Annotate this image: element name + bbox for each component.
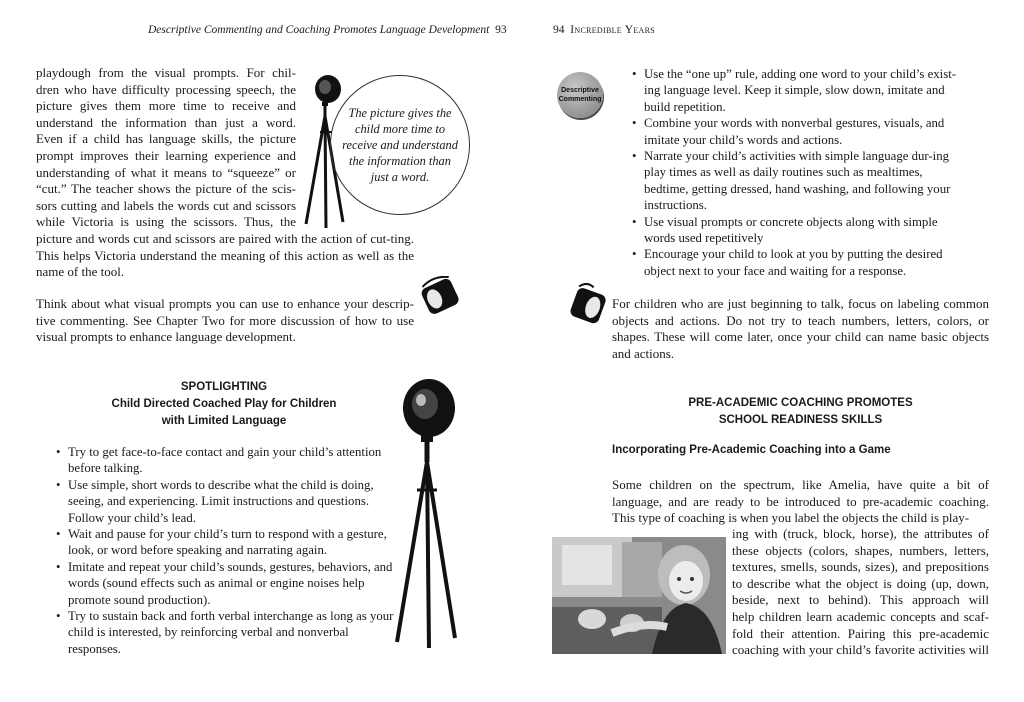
spotlight-bullet-list — [56, 444, 396, 657]
spotlight-heading-line: SPOTLIGHTING — [180, 381, 268, 393]
wrapped-line: “cut.” The teacher shows the picture of the scis- — [36, 181, 296, 197]
descriptive-commenting-badge — [557, 72, 603, 118]
wrapped-line: ing with (truck, block, horse), the attributes of — [732, 526, 989, 541]
wrapped-line: coaching with your child’s favorite activities will — [732, 642, 989, 658]
paragraph-wrapped — [732, 526, 989, 659]
list-item: • Use simple, short words to describe what the child is doing, seeing, and experiencing. Limit instructions and questions. Follow your child’s lead. — [56, 477, 396, 526]
wrapped-line: textures, smells, sounds, sizes), and prepositions — [732, 559, 989, 575]
list-item: • Encourage your child to look at you by putting the desired object next to your face and waiting for a response. — [632, 246, 970, 279]
spotlight-heading-line: Child Directed Coached Play for Children — [111, 398, 337, 410]
spotlight-head-icon — [420, 276, 462, 316]
note-paragraph: For children who are just beginning to talk, focus on labeling common objects and actions. Do not try to teach numbers, letters, colors, or shapes. These will come later, once your child can name basic objects and actions. — [612, 296, 989, 361]
wrapped-line: help children learn academic concepts and scaf- — [732, 608, 989, 624]
child-photo — [552, 537, 726, 654]
running-head-title: Descriptive Commenting and Coaching Promotes Language Development — [148, 24, 490, 36]
spotlight-heading — [88, 379, 360, 430]
wrapped-line: these objects (colors, shapes, numbers, letters, — [732, 542, 989, 558]
paragraph-top: Some children on the spectrum, like Amelia, have quite a bit of language, and are ready to be introduced to pre-academic coaching. This type of coaching is when you label the objects the child is play- — [612, 477, 989, 526]
list-item: • Narrate your child’s activities with simple language dur-ing play times as well as daily routines such as mealtimes, bedtime, getting dressed, hand washing, and following your instructions. — [632, 148, 970, 214]
wrapped-line: beside, next to behind). This approach will — [732, 592, 989, 608]
spotlight-large-icon — [385, 370, 463, 650]
spotlight-head-icon — [569, 283, 609, 329]
page-number-left: 93 — [495, 24, 507, 36]
tips-bullet-list — [632, 66, 970, 279]
subheading: Incorporating Pre-Academic Coaching into a Game — [612, 444, 891, 456]
paragraph-2: Think about what visual prompts you can use to enhance your descrip-tive commenting. See Chapter Two for more discussion of how to use visual prompts to enhance language development. — [36, 296, 414, 345]
section-heading — [612, 395, 989, 429]
badge-line: Descriptive — [561, 87, 599, 94]
running-head-book-title: Incredible Years — [570, 24, 655, 36]
spotlight-heading-line: with Limited Language — [161, 415, 287, 427]
running-head-right — [553, 24, 655, 36]
wrapped-line: dren who have difficulty processing speech, the — [36, 81, 296, 97]
page-number-right: 94 — [553, 24, 565, 36]
section-heading-line: PRE-ACADEMIC COACHING PROMOTES — [688, 397, 913, 409]
paragraph-1-wrapped — [36, 65, 296, 231]
section-heading-line: SCHOOL READINESS SKILLS — [718, 414, 883, 426]
list-item: • Imitate and repeat your child’s sounds, gestures, behaviors, and words (sound effects such as animal or engine noises help promote sound production). — [56, 559, 396, 608]
wrapped-line: while Victoria is using the scissors. Thus, the — [36, 214, 296, 230]
wrapped-line: to describe what the object is doing (up, down, — [732, 575, 989, 591]
list-item: • Wait and pause for your child’s turn to respond with a gesture, look, or word before speaking and narrating again. — [56, 526, 396, 559]
list-item: • Use visual prompts or concrete objects along with simple words used repetitively — [632, 214, 970, 247]
wrapped-line: understand the information than just a word. — [36, 114, 296, 130]
badge-line: Commenting — [558, 96, 602, 103]
wrapped-line: fold their attention. Pairing this pre-academic — [732, 625, 989, 641]
child-photo-image — [552, 537, 726, 654]
wrapped-line: picture gives them more time to receive and — [36, 98, 296, 114]
paragraph-1-rest: picture and words cut and scissors are paired with the action of cut-ting. This helps Victoria understand the meaning of this action as well as the name of the tool. — [36, 231, 414, 280]
wrapped-line: playdough from the visual prompts. For chil- — [36, 65, 296, 80]
list-item: • Combine your words with nonverbal gestures, visuals, and imitate your child’s words and actions. — [632, 115, 970, 148]
wrapped-line: prompt improves their learning experience and — [36, 147, 296, 163]
list-item: • Try to get face-to-face contact and gain your child’s attention before talking. — [56, 444, 396, 477]
wrapped-line: understanding of what it means to “squeeze” or — [36, 164, 296, 180]
list-item: • Try to sustain back and forth verbal interchange as long as your child is interested, by reinforcing verbal and nonverbal responses. — [56, 608, 396, 657]
callout-text: The picture gives the child more time to receive and understand the information than just a word. — [342, 106, 458, 184]
wrapped-line: Even if a child has language skills, the picture — [36, 131, 296, 147]
wrapped-line: sors cutting and labels the words cut and scissors — [36, 197, 296, 213]
right-page — [512, 0, 1024, 702]
callout-bubble — [330, 75, 470, 215]
list-item: • Use the “one up” rule, adding one word to your child’s exist-ing language level. Keep it simple, slow down, imitate and build repetition. — [632, 66, 970, 115]
running-head-left — [148, 24, 507, 36]
